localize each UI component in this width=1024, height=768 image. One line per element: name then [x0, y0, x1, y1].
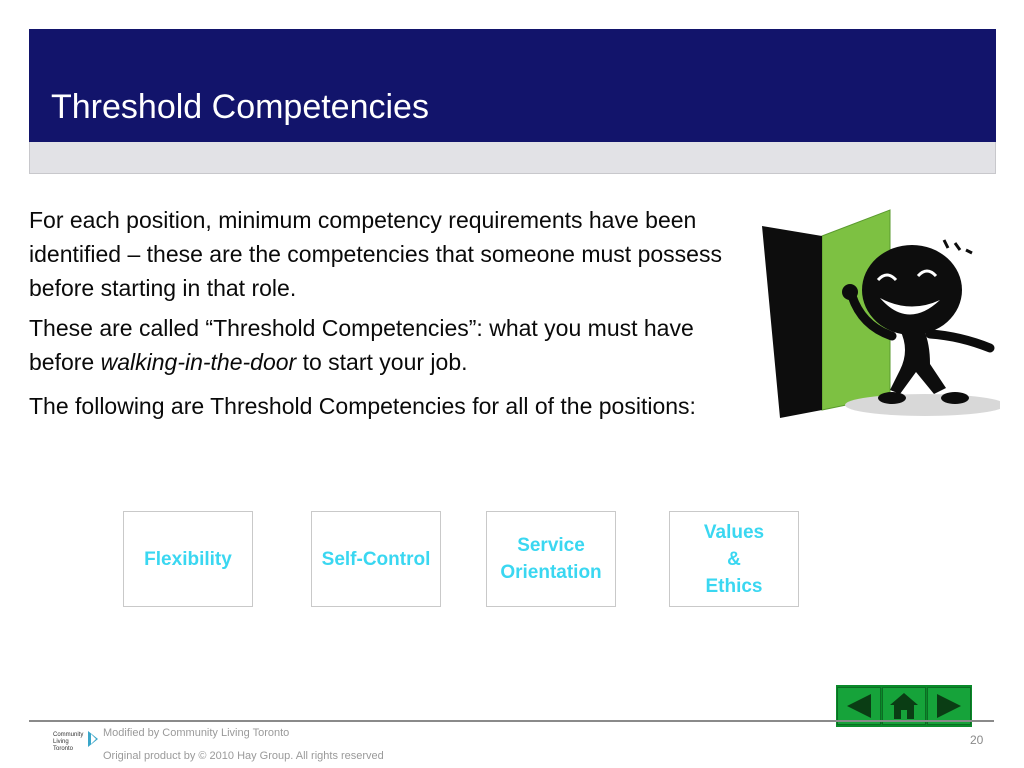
left-triangle-icon: [845, 693, 873, 719]
competency-label: Service Orientation: [500, 535, 602, 583]
logo-mark-icon: [87, 730, 99, 748]
paragraph-3: The following are Threshold Competencies for all of the positions:: [29, 393, 696, 419]
logo-text: Community Living Toronto: [53, 732, 84, 752]
competency-values-ethics: [669, 511, 799, 607]
community-living-toronto-logo: [49, 728, 101, 764]
right-triangle-icon: [935, 693, 963, 719]
page-number: 20: [970, 733, 984, 747]
footer-divider: [29, 720, 994, 722]
competency-service-orientation: [486, 511, 616, 607]
paragraph-1: For each position, minimum competency requirements have been identified – these are the competencies that someone must possess before starting in that role.: [29, 207, 722, 301]
competency-label: Flexibility: [144, 548, 232, 570]
footer-modified-by: Modified by Community Living Toronto: [103, 727, 290, 739]
competency-label: Self-Control: [321, 548, 431, 570]
walking-in-door-illustration: [750, 198, 1000, 423]
competency-flexibility: [123, 511, 253, 607]
competency-label: Values & Ethics: [703, 521, 765, 597]
home-icon: [889, 692, 919, 720]
slide-body: [29, 203, 739, 423]
competency-self-control: [311, 511, 441, 607]
paragraph-2: [29, 311, 739, 379]
slide-title: Threshold Competencies: [51, 88, 429, 126]
footer-copyright: Original product by © 2010 Hay Group. All rights reserved: [103, 750, 384, 762]
paragraph-2-emphasis: walking-in-the-door: [100, 349, 297, 375]
paragraph-2-end: to start your job.: [296, 349, 468, 375]
title-subbar: [29, 142, 996, 174]
paragraph-2-start: These are called “Threshold Competencies”: what you must have before: [29, 315, 694, 375]
title-bar: [29, 29, 996, 142]
